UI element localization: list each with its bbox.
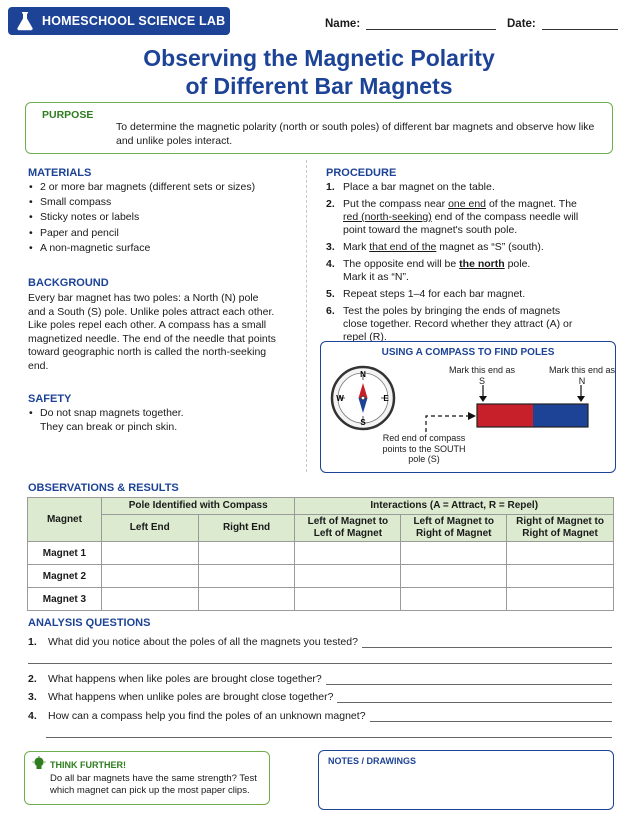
- table-cell[interactable]: [507, 565, 614, 588]
- table-cell[interactable]: [101, 565, 198, 588]
- page-title: [0, 44, 638, 100]
- table-row: [28, 542, 614, 565]
- compass-icon: [332, 367, 394, 429]
- group-header-pole: Pole Identified with Compass: [101, 498, 295, 515]
- table-cell[interactable]: [101, 542, 198, 565]
- list-item: • 2 or more bar magnets (different sets or sizes): [28, 180, 298, 195]
- name-field[interactable]: [325, 18, 496, 30]
- question-2: 2. What happens when like poles are brought close together?: [28, 673, 612, 685]
- date-line[interactable]: [542, 18, 618, 30]
- brand-banner: [8, 7, 230, 35]
- bar-magnet: [477, 404, 588, 427]
- safety-list: [28, 407, 188, 434]
- compass-box-title: USING A COMPASS TO FIND POLES: [381, 347, 555, 358]
- answer-line[interactable]: [326, 675, 612, 685]
- materials-list: [28, 180, 298, 256]
- answer-line[interactable]: [46, 737, 612, 738]
- name-label: Name:: [325, 18, 361, 30]
- compass-dir-s: S: [360, 418, 366, 427]
- think-further-text: Do all bar magnets have the same strength? Test which magnet can pick up the most paper clips.: [50, 773, 257, 796]
- table-cell[interactable]: [295, 588, 401, 611]
- compass-dir-e: E: [383, 394, 389, 403]
- row-label: Magnet 3: [28, 588, 102, 611]
- date-label: Date:: [507, 18, 536, 30]
- table-cell[interactable]: [295, 565, 401, 588]
- col-header: Left End: [101, 515, 198, 542]
- answer-line[interactable]: [362, 638, 612, 648]
- brand-name: HOMESCHOOL SCIENCE LAB: [42, 14, 226, 28]
- answer-line[interactable]: [337, 693, 612, 703]
- col-header: Right of Magnet to Right of Magnet: [507, 515, 614, 542]
- materials-heading: MATERIALS: [28, 167, 92, 179]
- procedure-step: 1. Place a bar magnet on the table.: [326, 181, 495, 193]
- background-text: Every bar magnet has two poles: a North (N) pole and a South (S) pole. Unlike poles attract each other. Like poles repel each other. A compass has a small magnetized needle. The end of the needle that points toward geographic north is called the north-seeking end.: [28, 292, 276, 372]
- col-header: Left of Magnet to Left of Magnet: [295, 515, 401, 542]
- arrowhead-icon: [479, 396, 487, 402]
- background-heading: BACKGROUND: [28, 277, 109, 289]
- title-line-1: Observing the Magnetic Polarity: [143, 45, 495, 71]
- analysis-heading: ANALYSIS QUESTIONS: [28, 617, 151, 629]
- mark-n-caption: Mark this end as N: [548, 365, 616, 386]
- observations-heading: OBSERVATIONS & RESULTS: [28, 482, 179, 494]
- table-cell[interactable]: [507, 542, 614, 565]
- col-header-magnet: Magnet: [28, 498, 102, 542]
- safety-heading: SAFETY: [28, 393, 72, 405]
- list-item: • Do not snap magnets together. They can break or pinch skin.: [28, 407, 188, 434]
- procedure-list: [326, 181, 616, 348]
- purpose-label: PURPOSE: [42, 109, 94, 121]
- date-field[interactable]: [507, 18, 618, 30]
- lightbulb-icon: [32, 756, 46, 772]
- table-cell[interactable]: [401, 542, 507, 565]
- notes-label: NOTES / DRAWINGS: [328, 756, 417, 766]
- question-1: 1. What did you notice about the poles of all the magnets you tested?: [28, 636, 612, 648]
- title-line-2: of Different Bar Magnets: [185, 73, 453, 99]
- list-item: • Sticky notes or labels: [28, 210, 298, 225]
- mark-s-caption: Mark this end as S: [448, 365, 516, 386]
- procedure-step: 5. Repeat steps 1–4 for each bar magnet.: [326, 287, 526, 300]
- table-row: [28, 565, 614, 588]
- procedure-step: 2. Put the compass near one end of the magnet. The red (north-seeking) end of the compass needle will point toward the magnet's south pole.: [326, 197, 579, 237]
- name-line[interactable]: [366, 18, 496, 30]
- table-cell[interactable]: [101, 588, 198, 611]
- arrowhead-icon: [577, 396, 585, 402]
- procedure-step: 6. Test the poles by bringing the ends of magnets close together. Record whether they attract (A) or repel (R).: [326, 304, 573, 343]
- question-3: 3. What happens when unlike poles are brought close together?: [28, 691, 612, 703]
- answer-line[interactable]: [28, 663, 612, 664]
- red-end-caption: Red end of compass points to the SOUTH pole (S): [382, 433, 466, 464]
- col-header: Left of Magnet to Right of Magnet: [401, 515, 507, 542]
- arrowhead-icon: [468, 412, 476, 420]
- compass-dir-w: W: [336, 394, 344, 403]
- list-item: • Paper and pencil: [28, 226, 298, 241]
- table-cell[interactable]: [198, 565, 295, 588]
- table-cell[interactable]: [401, 588, 507, 611]
- table-row: [28, 588, 614, 611]
- col-header: Right End: [198, 515, 295, 542]
- observations-table: [27, 497, 614, 611]
- table-cell[interactable]: [198, 588, 295, 611]
- procedure-heading: PROCEDURE: [326, 167, 397, 179]
- table-cell[interactable]: [401, 565, 507, 588]
- list-item: • Small compass: [28, 195, 298, 210]
- flask-icon: [16, 11, 34, 31]
- procedure-step: 3. Mark that end of the magnet as “S” (south).: [326, 241, 544, 253]
- purpose-text: To determine the magnetic polarity (north or south poles) of different bar magnets and observe how like and unlike poles interact.: [116, 121, 595, 147]
- compass-dir-n: N: [360, 370, 366, 379]
- row-label: Magnet 2: [28, 565, 102, 588]
- column-divider: [306, 160, 307, 472]
- procedure-step: 4. The opposite end will be the north pole. Mark it as “N”.: [326, 257, 531, 283]
- list-item: • A non-magnetic surface: [28, 241, 298, 256]
- answer-line[interactable]: [370, 712, 612, 722]
- group-header-interactions: Interactions (A = Attract, R = Repel): [295, 498, 614, 515]
- dashed-arrow: [426, 416, 470, 432]
- table-cell[interactable]: [198, 542, 295, 565]
- question-4: 4. How can a compass help you find the poles of an unknown magnet?: [28, 710, 612, 722]
- think-further-label: THINK FURTHER!: [50, 760, 126, 770]
- table-cell[interactable]: [507, 588, 614, 611]
- row-label: Magnet 1: [28, 542, 102, 565]
- table-cell[interactable]: [295, 542, 401, 565]
